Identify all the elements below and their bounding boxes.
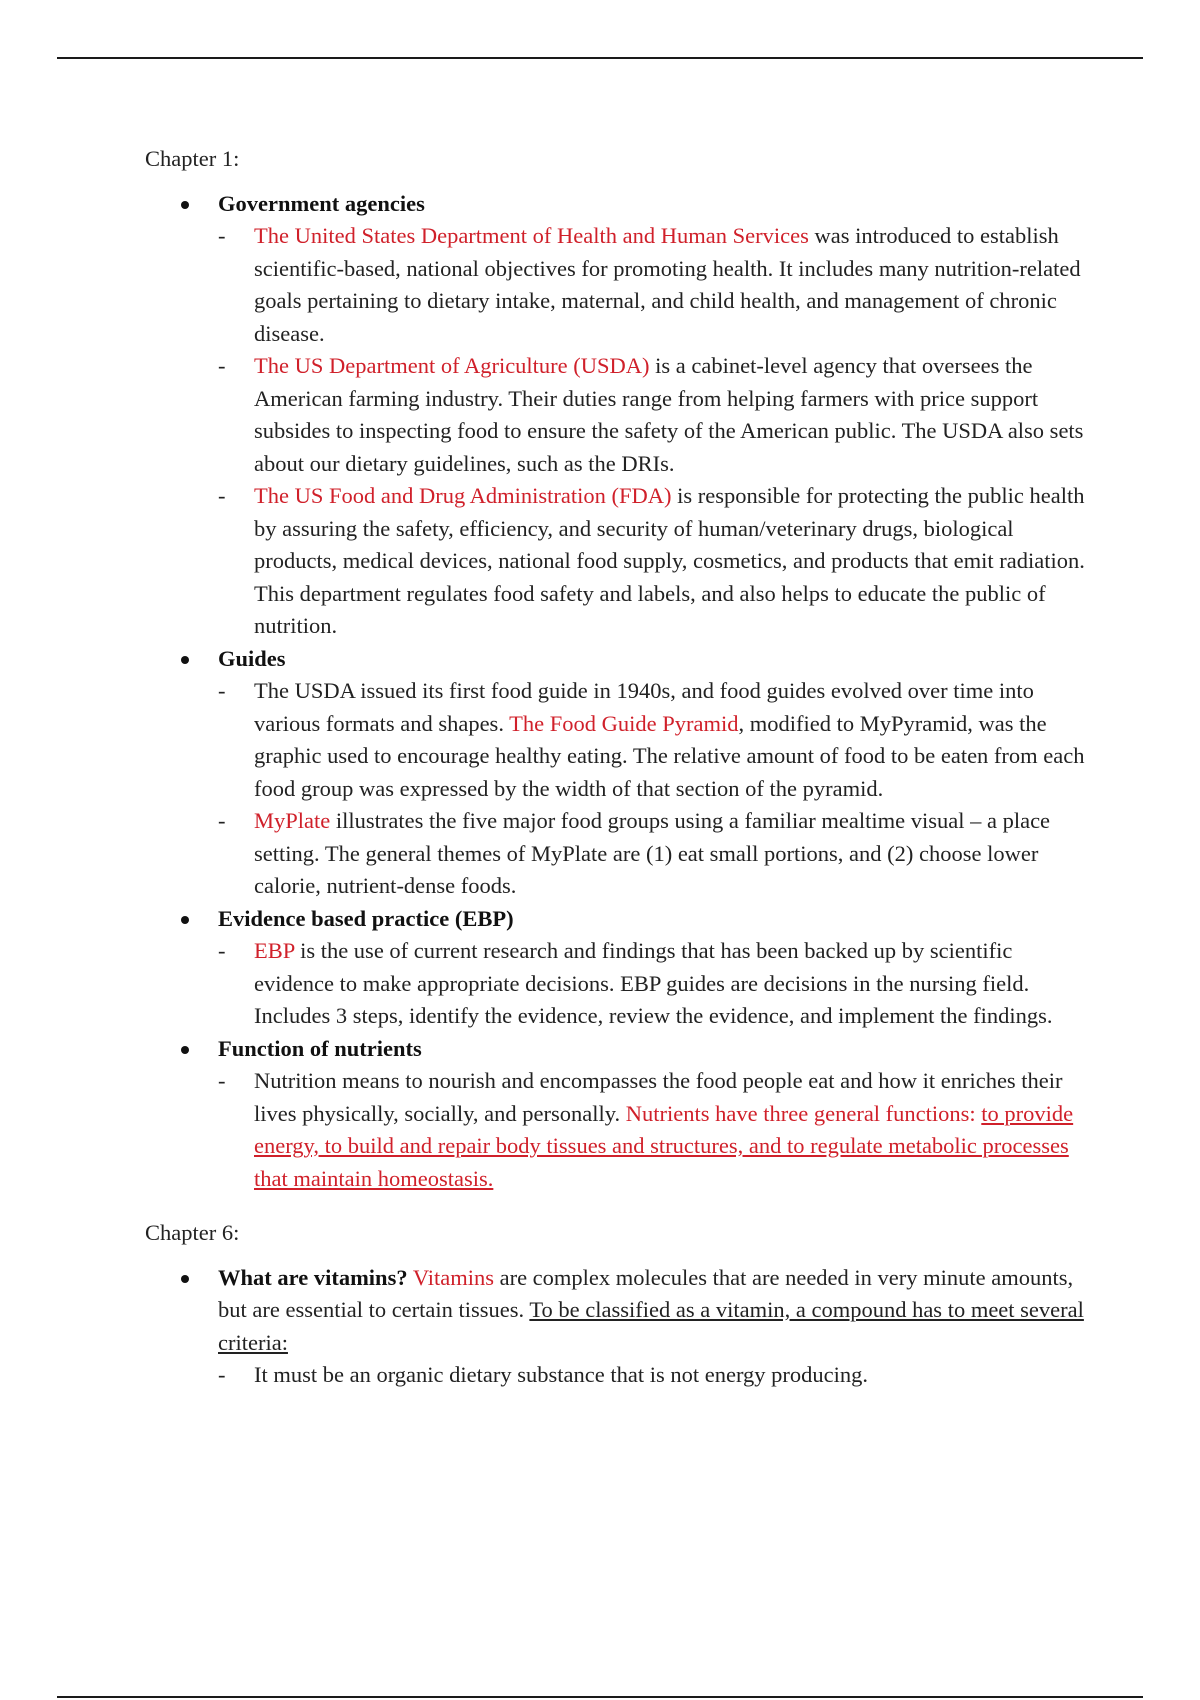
underlined-highlight-text: to provide energy, to build and repair body tissues and structures, and to regulate metabolic processes that maintain homeostasis. xyxy=(254,1100,1074,1191)
topic-heading: Government agencies xyxy=(218,190,425,216)
topic-guides xyxy=(145,643,1095,903)
sub-list xyxy=(218,1359,1095,1392)
bullet-icon xyxy=(181,1046,189,1054)
footer-rule xyxy=(57,1696,1143,1698)
list-item xyxy=(218,935,1095,1033)
chapter-1-topics xyxy=(145,188,1095,1196)
item-text: It must be an organic dietary substance that is not energy producing. xyxy=(254,1362,869,1387)
sub-list xyxy=(218,675,1095,903)
item-text: are complex molecules that are needed in very minute amounts, but are essential to certain tissues. xyxy=(218,1264,1074,1322)
topic-heading: Evidence based practice (EBP) xyxy=(218,905,514,931)
bullet-icon xyxy=(181,916,189,924)
list-item xyxy=(218,1359,1095,1392)
highlight-text: The United States Department of Health and Human Services xyxy=(254,223,809,248)
topic-heading: What are vitamins? xyxy=(218,1264,408,1290)
sub-list xyxy=(218,220,1095,643)
dash-icon: - xyxy=(218,938,226,963)
highlight-text: The Food Guide Pyramid xyxy=(509,710,739,736)
item-text: is responsible for protecting the public health by assuring the safety, efficiency, and security of human/veterinary drugs, biological products, medical devices, national food supply, cosmetics, and products that emit radiation. This department regulates food safety and labels, and also helps to educate the public of nutrition. xyxy=(254,483,1085,638)
topic-heading: Guides xyxy=(218,645,286,671)
highlight-text: The US Food and Drug Administration (FDA) xyxy=(254,483,672,508)
item-text: The USDA issued its first food guide in 1940s, and food guides evolved over time into various formats and shapes. xyxy=(254,678,1034,736)
item-text: is a cabinet-level agency that oversees the American farming industry. Their duties range from helping farmers with price support subsides to inspecting food to ensure the safety of the American public. The USDA also sets about our dietary guidelines, such as the DRIs. xyxy=(254,353,1084,476)
item-text: Nutrition means to nourish and encompasses the food people eat and how it enriches their lives physically, socially, and personally. xyxy=(254,1068,1063,1126)
topic-government-agencies xyxy=(145,188,1095,643)
chapter-1-title: Chapter 1: xyxy=(145,146,240,171)
chapter-6-title: Chapter 6: xyxy=(145,1220,240,1245)
topic-evidence-based-practice xyxy=(145,903,1095,1033)
dash-icon: - xyxy=(218,353,226,378)
topic-function-of-nutrients xyxy=(145,1033,1095,1196)
item-text: illustrates the five major food groups using a familiar mealtime visual – a place setting. The general themes of MyPlate are (1) eat small portions, and (2) choose lower calorie, nutrient-dense foods. xyxy=(254,808,1051,898)
list-item xyxy=(218,220,1095,350)
bullet-icon xyxy=(181,656,189,664)
dash-icon: - xyxy=(218,1068,226,1093)
sub-list xyxy=(218,1065,1095,1195)
list-item xyxy=(218,675,1095,805)
dash-icon: - xyxy=(218,483,226,508)
dash-icon: - xyxy=(218,223,226,248)
highlight-text: MyPlate xyxy=(254,808,331,833)
highlight-text: Nutrients have three general functions: xyxy=(625,1100,982,1126)
dash-icon: - xyxy=(218,808,226,833)
highlight-text: The US Department of Agriculture (USDA) xyxy=(254,353,650,378)
topic-heading: Function of nutrients xyxy=(218,1035,422,1061)
dash-icon: - xyxy=(218,678,226,703)
bullet-icon xyxy=(181,1275,189,1283)
highlight-text: Vitamins xyxy=(412,1264,494,1290)
list-item xyxy=(218,350,1095,480)
item-text: , modified to MyPyramid, was the graphic used to encourage healthy eating. The relative amount of food to be eaten from each food group was expressed by the width of that section of the pyramid. xyxy=(254,710,1085,801)
document-body xyxy=(145,143,1095,1392)
bullet-icon xyxy=(181,201,189,209)
item-text: was introduced to establish scientific-based, national objectives for promoting health. It includes many nutrition-related goals pertaining to dietary intake, maternal, and child health, and management of chronic disease. xyxy=(254,223,1081,346)
header-rule xyxy=(57,57,1143,59)
item-text: is the use of current research and findings that has been backed up by scientific evidence to make appropriate decisions. EBP guides are decisions in the nursing field. Includes 3 steps, identify the evidence, review the evidence, and implement the findings. xyxy=(254,938,1053,1028)
highlight-text: EBP xyxy=(254,938,295,963)
topic-vitamins xyxy=(145,1262,1095,1392)
list-item xyxy=(218,1065,1095,1195)
chapter-6-topics xyxy=(145,1262,1095,1392)
dash-icon: - xyxy=(218,1362,226,1387)
sub-list xyxy=(218,935,1095,1033)
underlined-text: To be classified as a vitamin, a compound has to meet several criteria: xyxy=(218,1297,1084,1355)
list-item xyxy=(218,805,1095,903)
list-item xyxy=(218,480,1095,643)
